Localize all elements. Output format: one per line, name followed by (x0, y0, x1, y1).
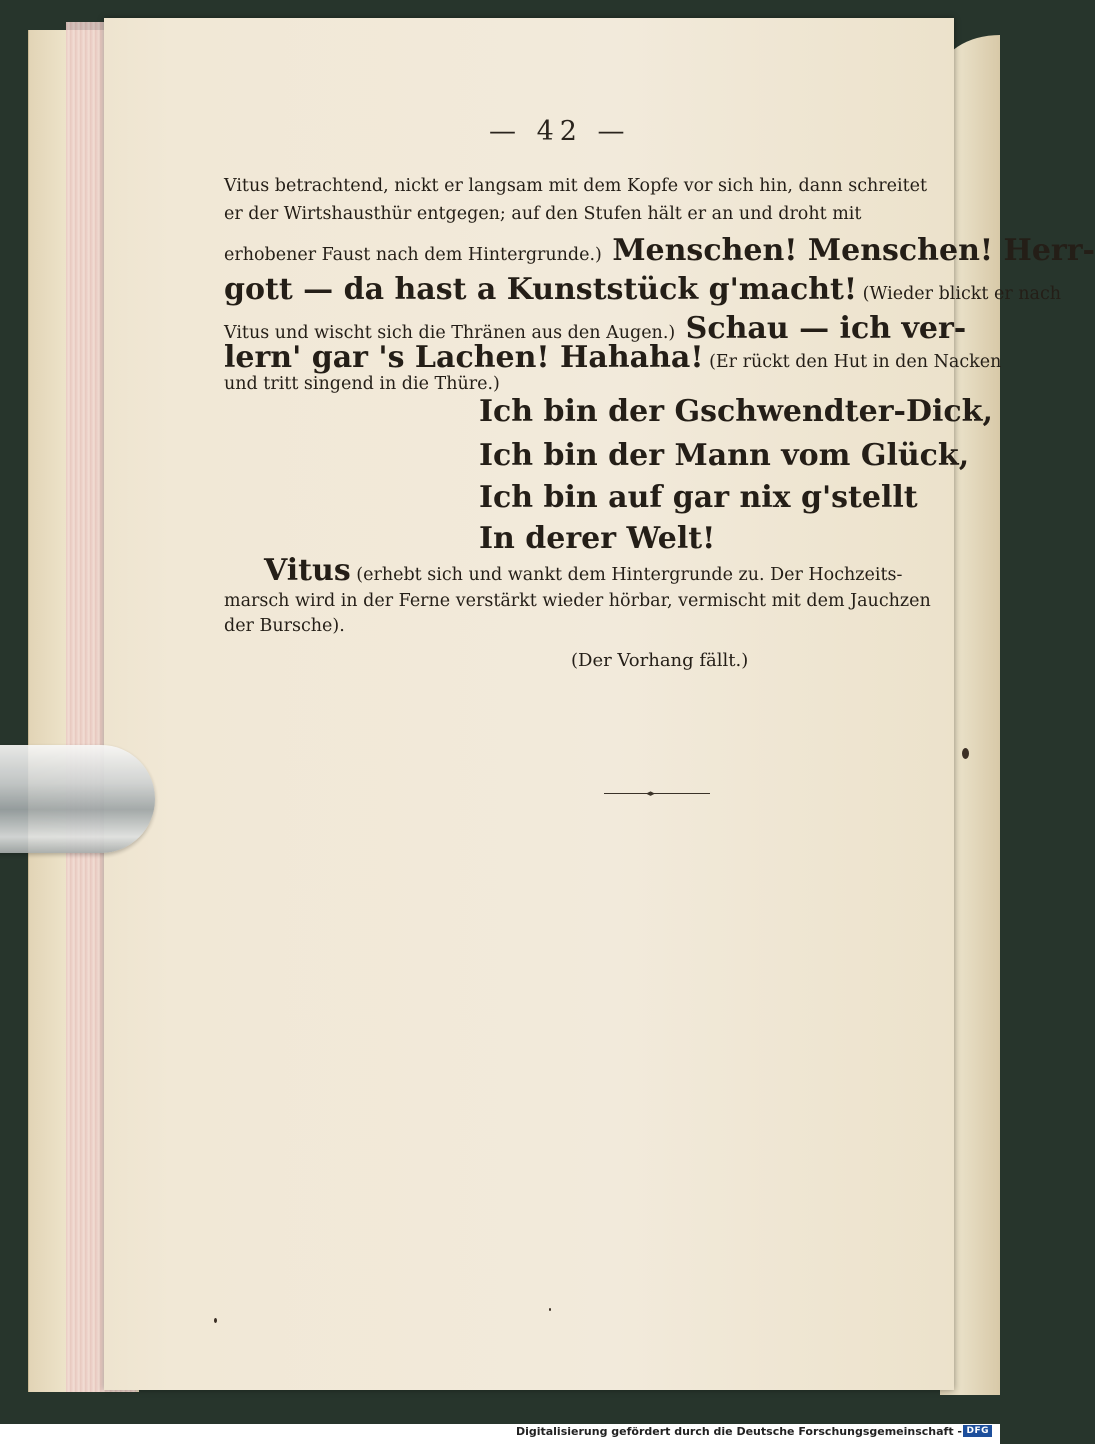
song-verse: Ich bin auf gar nix g'stellt (479, 480, 918, 515)
glass-page-clip (0, 745, 155, 853)
stage-direction: der Bursche). (224, 616, 345, 636)
text-line (224, 204, 861, 224)
curtain-direction: (Der Vorhang fällt.) (571, 650, 749, 671)
stage-direction: Vitus und wischt sich die Thränen aus den Augen.) (224, 323, 676, 343)
speaker-name: Vitus (264, 553, 351, 588)
spoken-text: Menschen! Menschen! Herr- (601, 233, 1095, 268)
stage-direction: Vitus betrachtend, nickt er langsam mit dem Kopfe vor sich hin, dann schreitet (224, 176, 928, 196)
stage-direction: (Er rückt den Hut in den Nacken (703, 352, 1002, 372)
song-verse: Ich bin der Gschwendter-Dick, (479, 394, 993, 429)
stage-direction: (Wieder blickt er nach (857, 284, 1062, 304)
stage-direction: und tritt singend in die Thüre.) (224, 374, 500, 394)
text-line (224, 340, 1001, 375)
dfg-logo: DFG (963, 1425, 992, 1437)
page-number: — 42 — (489, 116, 631, 147)
book-page (104, 18, 1095, 1390)
stage-direction: marsch wird in der Ferne verstärkt wieder hörbar, vermischt mit dem Jauchzen (224, 591, 931, 611)
spoken-text: lern' gar 's Lachen! Hahaha! (224, 340, 704, 375)
text-line (224, 374, 500, 394)
song-verse: Ich bin der Mann vom Glück, (479, 438, 970, 473)
digitization-credit: Digitalisierung gefördert durch die Deutsche Forschungsgemeinschaft - (515, 1425, 962, 1438)
spoken-text: gott — da hast a Kunststück g'macht! (224, 272, 858, 307)
text-line (224, 233, 1095, 268)
spoken-text: Schau — ich ver- (675, 311, 967, 346)
text-line (224, 176, 927, 196)
song-verse: In derer Welt! (479, 521, 716, 556)
stage-direction: erhobener Faust nach dem Hintergrunde.) (224, 245, 602, 265)
stage-direction: (erhebt sich und wankt dem Hintergrunde zu. Der Hochzeits- (350, 565, 903, 585)
stage-direction: er der Wirtshausthür entgegen; auf den Stufen hält er an und droht mit (224, 204, 862, 224)
end-ornament: ◂▸ (604, 791, 710, 797)
text-line (224, 272, 1061, 307)
vitus-direction-line (264, 553, 902, 588)
